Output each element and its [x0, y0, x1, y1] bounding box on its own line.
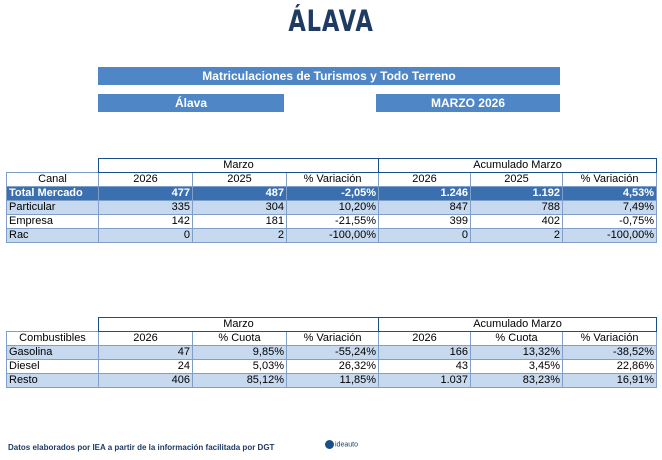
row-label: Particular — [7, 201, 99, 215]
column-header: % Cuota — [471, 332, 563, 346]
group-header-row — [7, 318, 657, 332]
group-label-month: Marzo — [99, 159, 379, 173]
cell: 85,12% — [193, 374, 287, 388]
cell: 1.246 — [379, 187, 471, 201]
column-header: % Cuota — [193, 332, 287, 346]
table-row — [7, 215, 657, 229]
cell: 142 — [99, 215, 193, 229]
cell: 477 — [99, 187, 193, 201]
table-row — [7, 187, 657, 201]
cell: 13,32% — [471, 346, 563, 360]
row-label: Diesel — [7, 360, 99, 374]
column-header: % Variación — [563, 173, 657, 187]
column-header: 2025 — [471, 173, 563, 187]
row-label: Empresa — [7, 215, 99, 229]
cell: -55,24% — [287, 346, 379, 360]
cell: 5,03% — [193, 360, 287, 374]
table-row — [7, 201, 657, 215]
table-row — [7, 374, 657, 388]
cell: 2 — [193, 229, 287, 243]
cell: 166 — [379, 346, 471, 360]
cell: 304 — [193, 201, 287, 215]
table-row — [7, 229, 657, 243]
cell: 2 — [471, 229, 563, 243]
column-header: 2026 — [379, 173, 471, 187]
cell: 47 — [99, 346, 193, 360]
cell: 4,53% — [563, 187, 657, 201]
logo-text: ideauto — [335, 441, 358, 449]
column-header: % Variación — [563, 332, 657, 346]
cell: -0,75% — [563, 215, 657, 229]
column-header: 2026 — [99, 332, 193, 346]
cell: 7,49% — [563, 201, 657, 215]
cell: 406 — [99, 374, 193, 388]
cell: 26,32% — [287, 360, 379, 374]
ideauto-logo — [325, 440, 358, 449]
row-label: Total Mercado — [7, 187, 99, 201]
column-header: 2026 — [379, 332, 471, 346]
row-label: Gasolina — [7, 346, 99, 360]
channel-table — [6, 158, 657, 243]
cell: 22,86% — [563, 360, 657, 374]
cell: 399 — [379, 215, 471, 229]
period-banner: MARZO 2026 — [376, 94, 560, 112]
cell: -2,05% — [287, 187, 379, 201]
cell: 181 — [193, 215, 287, 229]
cell: 847 — [379, 201, 471, 215]
cell: -21,55% — [287, 215, 379, 229]
cell: 43 — [379, 360, 471, 374]
row-label: Resto — [7, 374, 99, 388]
cell: -100,00% — [563, 229, 657, 243]
cell: 10,20% — [287, 201, 379, 215]
cell: 402 — [471, 215, 563, 229]
column-header-row — [7, 173, 657, 187]
cell: 1.037 — [379, 374, 471, 388]
source-footnote: Datos elaborados por IEA a partir de la información facilitada por DGT — [8, 443, 275, 452]
page-title: ÁLAVA — [288, 4, 374, 38]
cell: 0 — [379, 229, 471, 243]
cell: 1.192 — [471, 187, 563, 201]
row-label: Rac — [7, 229, 99, 243]
cell: -100,00% — [287, 229, 379, 243]
column-header: % Variación — [287, 332, 379, 346]
cell: 16,91% — [563, 374, 657, 388]
report-banner: Matriculaciones de Turismos y Todo Terreno — [98, 67, 560, 85]
table-row — [7, 346, 657, 360]
cell: 0 — [99, 229, 193, 243]
column-header: Canal — [7, 173, 99, 187]
fuel-table — [6, 317, 657, 388]
cell: 24 — [99, 360, 193, 374]
group-label-accumulated: Acumulado Marzo — [379, 159, 657, 173]
cell: 11,85% — [287, 374, 379, 388]
column-header: 2026 — [99, 173, 193, 187]
group-header-row — [7, 159, 657, 173]
cell: 3,45% — [471, 360, 563, 374]
cell: -38,52% — [563, 346, 657, 360]
region-banner: Álava — [98, 94, 284, 112]
logo-circle-icon — [325, 440, 334, 449]
column-header: 2025 — [193, 173, 287, 187]
group-label-accumulated: Acumulado Marzo — [379, 318, 657, 332]
table-row — [7, 360, 657, 374]
cell: 788 — [471, 201, 563, 215]
cell: 487 — [193, 187, 287, 201]
group-label-month: Marzo — [99, 318, 379, 332]
cell: 335 — [99, 201, 193, 215]
cell: 9,85% — [193, 346, 287, 360]
column-header: % Variación — [287, 173, 379, 187]
cell: 83,23% — [471, 374, 563, 388]
column-header: Combustibles — [7, 332, 99, 346]
column-header-row — [7, 332, 657, 346]
